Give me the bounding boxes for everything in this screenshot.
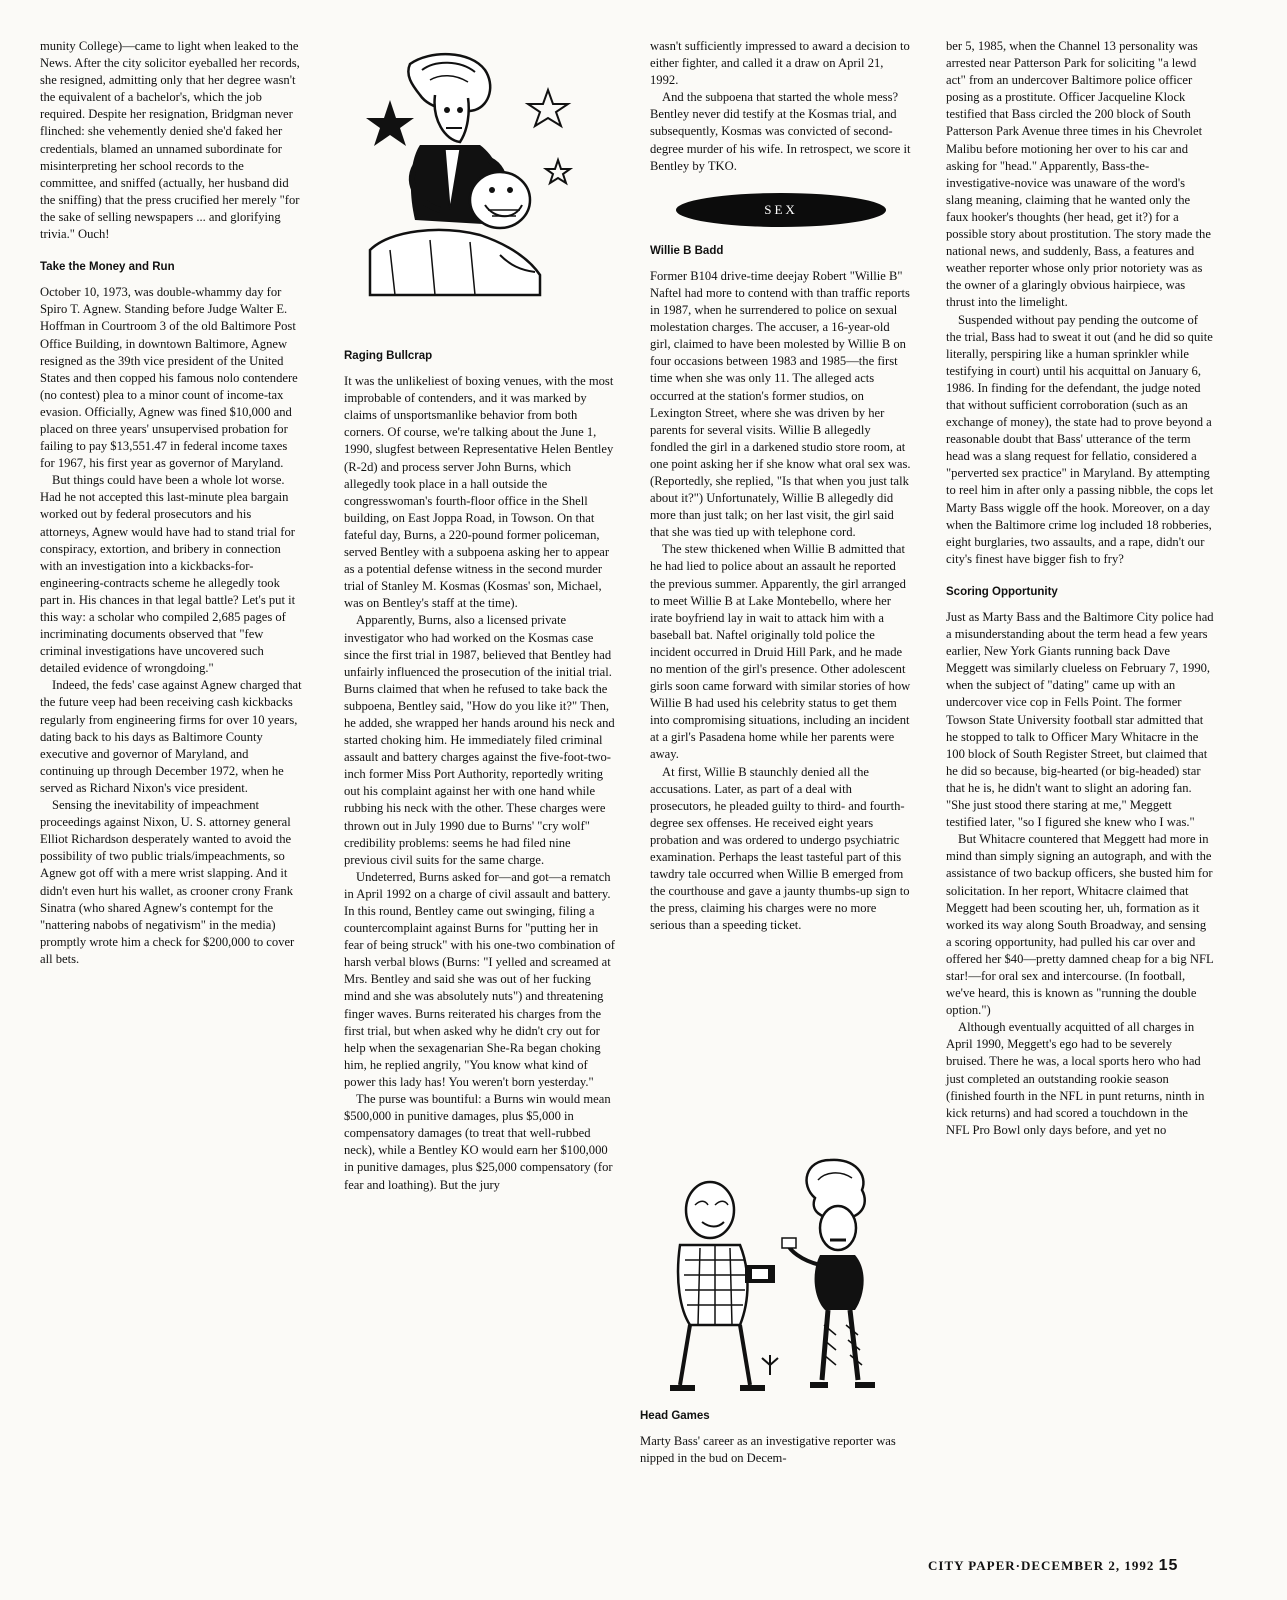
col3-paragraph-4: The stew thickened when Willie B admitted that he had lied to police about an assault he reported the previous summer. Apparently, the girl arranged to meet Willie B at Lake Montebello, where her irate boyfriend lay in wait to attack him with a baseball bat. Naftel originally told police the incident occurred in Druid Hill Park, and he made no mention of the girl's presence. Other adolescent girls soon came forward with similar stories of how Willie B had used his celebrity status to get them into compromising situations, including an incident at a girl's Pasadena home while her parents were away. [650, 542, 911, 762]
col4-paragraph-5: Although eventually acquitted of all charges in April 1990, Meggett's ego had to be severely bruised. There he was, a local sports hero who had just completed an outstanding rookie season (finished fourth in the NFL in punt returns, ninth in kick returns) and had scored a touchdown in the NFL Pro Bowl only days before, and yet no [946, 1020, 1205, 1137]
section-banner-sex: SEX [676, 193, 886, 227]
heading-take-the-money: Take the Money and Run [40, 261, 175, 274]
column-2 [344, 348, 616, 1194]
col3-paragraph-5: At first, Willie B staunchly denied all the accusations. Later, as part of a deal with prosecutors, he pleaded guilty to third- and fourth-degree sex offenses. He received eight years probation and was ordered to undergo psychiatric examination. Perhaps the least tasteful part of this tawdry tale occurred when Willie B emerged from the courthouse and gave a jaunty thumbs-up sign to the press, claiming his charges were no more serious than a speeding ticket. [650, 764, 910, 933]
heading-scoring-opportunity: Scoring Opportunity [946, 585, 1058, 598]
star-icon [546, 160, 570, 183]
column-1 [40, 38, 302, 968]
col2-paragraph-2: Apparently, Burns, also a licensed private investigator who had worked on the Kosmas case since the first trial in 1987, believed that Bentley had unfairly influenced the prosecution of the initial trial. Burns claimed that when he refused to take back the subpoena, Bentley said, "How do you like it?" Then, he added, she wrapped her hands around his neck and started choking him. He immediately filed criminal assault and battery charges against the five-foot-two-inch former Miss Port Authority, reportedly writing out his complaint against her with one hand while rubbing his neck with the other. These charges were thrown out in July 1990 due to Burns' "cry wolf" credibility problems: seems he had filed nine previous civil suits for the same charge. [344, 613, 615, 867]
column-3 [650, 38, 912, 935]
heading-raging-bullcrap: Raging Bullcrap [344, 350, 433, 362]
head-games-section [640, 1408, 902, 1467]
col4-paragraph-2: Suspended without pay pending the outcome of the trial, Bass had to sweat it out (and he did so quite literally, perspiring like a human sprinkler while testifying in court) until his acquittal on January 6, 1986. In finding for the defendant, the judge noted that without sufficient corroboration (such as an exchange of money), the state had to prove beyond a reasonable doubt that Bass' utterance of the term head was a slang request for fellatio, considered a "perverted sex practice" in Maryland. By attempting to reel him in after only a passing nibble, the cops let Marty Bass wiggle off the hook. Moreover, on a day when the Baltimore crime log included 18 robberies, eight burglaries, two assaults, and a rape, didn't our city's finest have bigger fish to fry? [946, 312, 1214, 566]
heading-willie-b-badd: Willie B Badd [650, 244, 724, 257]
heading-head-games: Head Games [640, 1410, 710, 1422]
col2-paragraph-4: The purse was bountiful: a Burns win would mean $500,000 in punitive damages, plus $5,000 in compensatory damages (to treat that well-rubbed neck), while a Bentley KO would earn her $100,000 in punitive damages, plus $25,000 compensatory (for fear and loathing). But the jury [344, 1092, 613, 1192]
col4-paragraph-3: Just as Marty Bass and the Baltimore City police had a misunderstanding about the term head a few years earlier, New York Giants running back Dave Meggett was similarly clueless on February 7, 1990, when the subject of "dating" came up with an undercover vice cop in Fells Point. The former Towson State University football star admitted that he stopped to talk to Officer Mary Whitacre in the 100 block of South Register Street, but claimed that he did so because, big-hearted (or big-headed) star that he is, he didn't want to slight an adoring fan. "She just stood there staring at me," Meggett testified later, "so I figured she knew who I was." [946, 610, 1214, 830]
column-4 [946, 38, 1214, 1139]
col1-paragraph-3: But things could have been a whole lot worse. Had he not accepted this last-minute plea bargain worked out by federal prosecutors and his attorneys, Agnew would have had to stand trial for conspiracy, extortion, and bribery in connection with an investigation into a kickbacks-for-engineering-contracts scheme he allegedly took part in. His chances in that legal battle? Let's put it this way: a scholar who compiled 2,685 pages of incriminating documents observed that "few criminal investigations have uncovered such detailed evidence of wrongdoing." [40, 473, 296, 676]
head-games-cartoon-illustration [640, 1150, 910, 1400]
col2-paragraph-3: Undeterred, Burns asked for—and got—a rematch in April 1992 on a charge of civil assault and battery. In this round, Bentley came out swinging, filing a countercomplaint against Burns for "putting her in fear of being struck" with his one-two combination of harsh verbal blows (Burns: "I yelled and screamed at Mrs. Bentley and said she was out of her fucking mind and she was absolutely nuts") and threatening finger waves. Burns reiterated his charges from the first trial, but when asked why he didn't cry out for help when the sexagenarian She-Ra began choking him, he replied angrily, "You know what kind of power this lady has! You weren't born yesterday." [344, 869, 615, 1089]
star-icon [366, 100, 414, 146]
col1-paragraph-4: Indeed, the feds' case against Agnew charged that the future veep had been receiving cash kickbacks regularly from engineering firms for over 10 years, dating back to his days as Baltimore County executive and governor of Maryland, and continuing up through December 1972, when he served as Richard Nixon's vice president. [40, 678, 302, 795]
col1-paragraph-2: October 10, 1973, was double-whammy day for Spiro T. Agnew. Standing before Judge Walter E. Hoffman in Courtroom 3 of the old Baltimore Post Office Building, in downtown Baltimore, Agnew resigned as the 39th vice president of the United States and then copped his famous nolo contendere (no contest) plea to a minor count of income-tax evasion. Officially, Agnew was fined $10,000 and placed on three years' unsupervised probation for failing to pay $13,551.47 in federal income taxes for 1967, his first year as governor of Maryland. [40, 285, 298, 471]
col3-paragraph-6: Marty Bass' career as an investigative reporter was nipped in the bud on Decem- [640, 1434, 896, 1466]
col4-paragraph-4: But Whitacre countered that Meggett had more in mind than simply signing an autograph, and with the assistance of two backup officers, she busted him for solicitation. In her report, Whitacre claimed that Meggett had been scouting her, uh, formation as it worked its way along South Broadway, and sensing a scoring opportunity, had pulled his car over and offered her $40—pretty damned cheap for a big NFL star!—for oral sex and intercourse. (In football, we've heard, this is known as "running the double option.") [946, 832, 1214, 1018]
star-icon [528, 90, 568, 126]
col2-paragraph-1: It was the unlikeliest of boxing venues, with the most improbable of contenders, and it was marked by claims of unsportsmanlike behavior from both corners. Of course, we're talking about the June 1, 1990, slugfest between Representative Helen Bentley (R-2d) and process server John Burns, which allegedly took place in a hall outside the congresswoman's fourth-floor office in the Shell building, on East Joppa Road, in Towson. On that fateful day, Burns, a 220-pound former policeman, served Bentley with a subpoena asking her to appear as a potential defense witness in the second murder trial of Stanley M. Kosmas (Kosmas' son, Michael, was on Bentley's staff at the time). [344, 374, 614, 611]
col1-paragraph-1: munity College)—came to light when leaked to the News. After the city solicitor eyeballed her records, she resigned, admitting only that her degree wasn't the equivalent of a bachelor's, which the job required. Despite her resignation, Bridgman never flinched: she vehemently denied she'd faked her credentials, blamed an unnamed subordinate for misinterpreting her school records to the committee, and sniffed (actually, her husband did the sniffing) that the press crucified her merely "for the sake of selling newspapers ... and glorifying trivia." Ouch! [40, 39, 300, 242]
page-footer [928, 1557, 1228, 1575]
col3-paragraph-1: wasn't sufficiently impressed to award a decision to either fighter, and called it a draw on April 21, 1992. [650, 39, 910, 88]
col3-paragraph-3: Former B104 drive-time deejay Robert "Willie B" Naftel had more to contend with than traffic reports in 1987, when he surrendered to police on sexual molestation charges. The accuser, a 16-year-old girl, claimed to have been molested by Willie B on four occasions between 1983 and 1985—the first time when she was only 11. The alleged acts occurred at the station's former studios, on Lexington Street, where she was driven by her parents for several visits. Willie B allegedly fondled the girl in a darkened studio store room, at one point asking her if she know what oral sex was. (Reportedly, she replied, "Is that when you just talk about it?") Unfortunately, Willie B allegedly did more than just talk; on her last visit, the girl said that she was tied up with telephone cord. [650, 268, 911, 540]
col3-paragraph-2: And the subpoena that started the whole mess? Bentley never did testify at the Kosmas trial, and subsequently, Kosmas was convicted of second-degree murder of his wife. In retrospect, we score it Bentley by TKO. [650, 90, 911, 173]
page-number: 15 [1158, 1557, 1179, 1574]
col1-paragraph-5: Sensing the inevitability of impeachment proceedings against Nixon, U. S. attorney general Elliot Richardson desperately wanted to avoid the possibility of two public trials/impeachments, so Agnew got off with a mere wrist slapping. And it didn't even hurt his wallet, as crooner crony Frank Sinatra (who shared Agnew's contempt for the "nattering nabobs of negativism" in the media) promptly wrote him a check for $200,000 to cover all bets. [40, 798, 295, 966]
col4-paragraph-1: ber 5, 1985, when the Channel 13 personality was arrested near Patterson Park for soliciting "a lewd act" from an undercover Baltimore police officer posing as a prostitute. Officer Jacqueline Klock testified that Bass circled the 200 block of South Patterson Park Avenue three times in his Chevrolet Malibu before motioning her over to his car and asking for "head." Apparently, Bass-the-investigative-novice was unaware of the word's slang meaning, claiming that he wanted only the faux hooker's thoughts (her head, get it?) for a possible story about prostitution. The story made the national news, and suddenly, Bass, a features and weather reporter whose only prior notoriety was as the owner of a glaringly obvious hairpiece, was thrust into the limelight. [946, 39, 1211, 310]
boxing-cartoon-illustration [350, 50, 580, 300]
publication-dateline: CITY PAPER·DECEMBER 2, 1992 [928, 1558, 1155, 1573]
